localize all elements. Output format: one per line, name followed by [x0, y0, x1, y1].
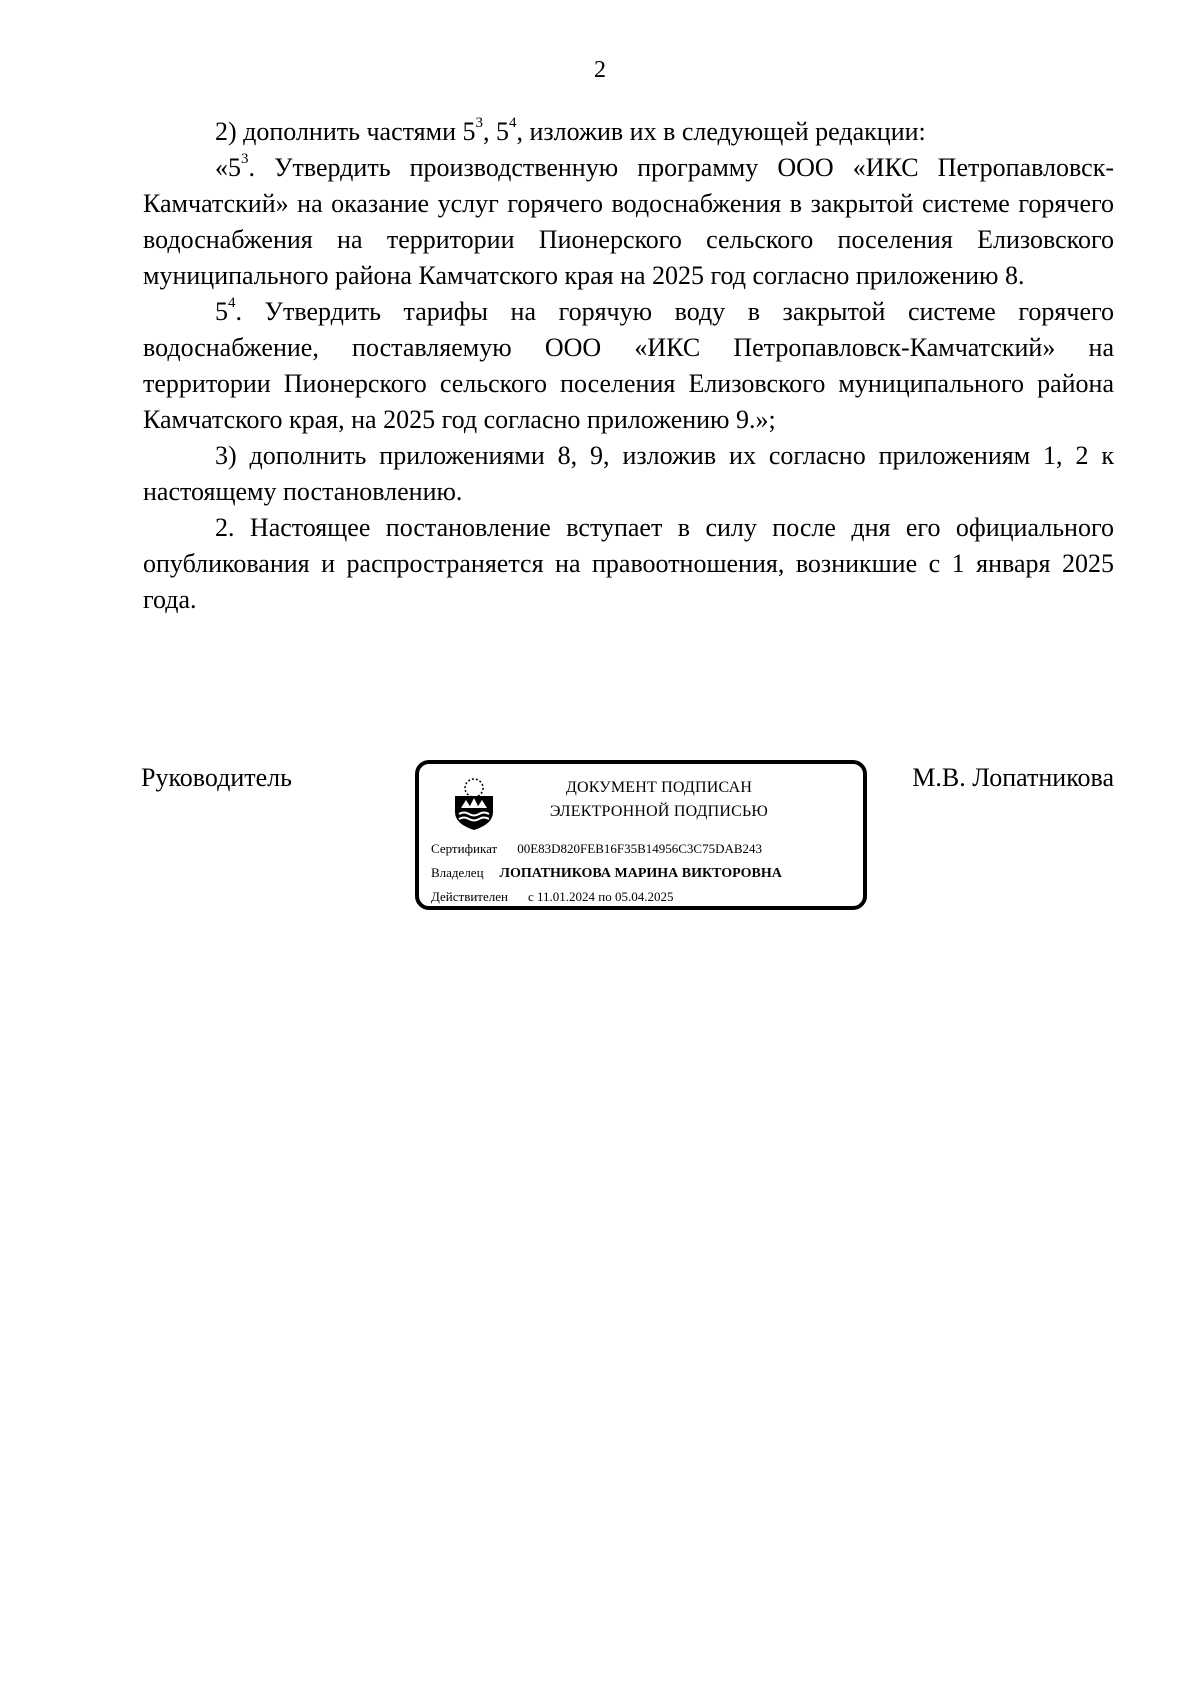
kamchatka-emblem-icon: [449, 778, 499, 832]
paragraph: [143, 438, 1114, 510]
superscript: 4: [508, 115, 517, 132]
signatory-role: Руководитель: [141, 763, 292, 792]
validity-label: Действителен: [431, 889, 508, 904]
paragraph-text: , 5: [482, 117, 509, 146]
superscript: 4: [228, 295, 236, 312]
stamp-header-line1: ДОКУМЕНТ ПОДПИСАН: [565, 779, 753, 796]
paragraph: [143, 114, 1114, 150]
stamp-certificate-row: [431, 840, 762, 858]
paragraph: [143, 150, 1114, 294]
stamp-header: [509, 776, 809, 824]
electronic-signature-stamp: [415, 760, 867, 910]
signatory-name: М.В. Лопатникова: [912, 763, 1114, 792]
paragraph-text: 2) дополнить частями 5: [215, 117, 476, 146]
paragraph-text: . Утвердить тарифы на горячую воду в закрытой системе горячего водоснабжение, поставляемую ООО «ИКС Петропавловск-Камчатский» на территории Пионерского сельского поселения Елизовского муниципального района Камчатского края, на 2025 год согласно приложению 9.»;: [143, 297, 1114, 434]
superscript: 3: [241, 151, 249, 168]
document-body: [143, 114, 1114, 618]
certificate-label: Сертификат: [431, 841, 498, 856]
paragraph: [143, 294, 1114, 438]
certificate-value: 00E83D820FEB16F35B14956C3C75DAB243: [517, 841, 763, 856]
paragraph-text: «5: [215, 153, 241, 182]
paragraph-text: . Утвердить производственную программу ООО «ИКС Петропавловск-Камчатский» на оказание услуг горячего водоснабжения в закрытой системе горячего водоснабжения на территории Пионерского сельского поселения Елизовского муниципального района Камчатского края на 2025 год согласно приложению 8.: [143, 153, 1114, 290]
page-number: 2: [594, 57, 606, 83]
paragraph-text: 2. Настоящее постановление вступает в силу после дня его официального опубликования и распространяется на правоотношения, возникшие с 1 января 2025 года.: [143, 513, 1114, 614]
paragraph-text: 3) дополнить приложениями 8, 9, изложив их согласно приложениям 1, 2 к настоящему постановлению.: [143, 441, 1114, 506]
paragraph-text: , изложив их в следующей редакции:: [516, 117, 926, 146]
superscript: 3: [475, 115, 483, 132]
paragraph-text: 5: [215, 297, 228, 326]
stamp-owner-row: [431, 864, 782, 883]
owner-label: Владелец: [431, 865, 484, 880]
paragraph: [143, 510, 1114, 618]
validity-value: с 11.01.2024 по 05.04.2025: [527, 889, 674, 904]
owner-value: ЛОПАТНИКОВА МАРИНА ВИКТОРОВНА: [499, 866, 782, 881]
stamp-header-line2: ЭЛЕКТРОННОЙ ПОДПИСЬЮ: [549, 803, 769, 820]
stamp-validity-row: [431, 888, 673, 906]
